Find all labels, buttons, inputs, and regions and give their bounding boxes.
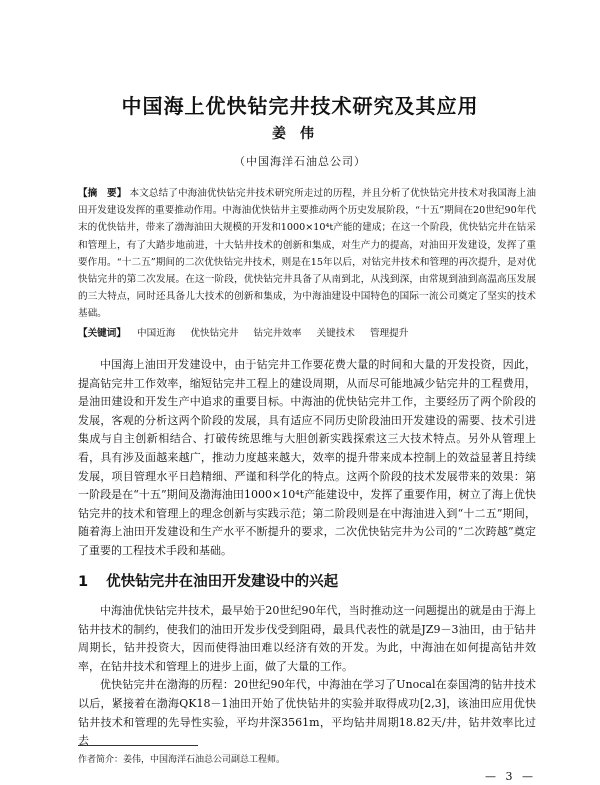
keyword: 关键技术	[316, 328, 355, 339]
body-paragraph: 优快钻完井在渤海的历程：20世纪90年代，中海油在学习了Unocal在泰国湾的钻井技术以后，紧接着在渤海QK18－1油田开始了优快钻井的实验并取得成功[2,3]，该油田应用优快钻井技术和管理的先导性实验，平均井深3561m，平均钻井周期18.82天/井，钻井效率比过去	[78, 678, 536, 748]
abstract-block	[78, 185, 536, 323]
keyword: 中国近海	[137, 328, 176, 339]
paper-author: 姜伟	[272, 126, 328, 142]
abstract-label: 【摘 要】	[78, 188, 127, 199]
keyword: 管理提升	[369, 328, 409, 339]
body-paragraph: 中国海上油田开发建设中，由于钻完井工作要花费大量的时间和大量的开发投资，因此，提高钻完井工作效率，缩短钻完井工程上的建设周期，从而尽可能地减少钻完井的工程费用，是油田建设和开发生产中追求的重要目标。中海油的优快钻完井工作，主要经历了两个阶段的发展，客观的分析这两个阶段的发展，具有适应不同历史阶段油田开发建设的需要、技术引进集成与自主创新相结合、打破传统思维与大胆创新实践探索这三大技术特点。另外从管理上看，具有涉及面越来越广，推动力度越来越大，效率的提升带来成本控制上的效益显著且持续发展，项目管理水平日趋精细、严谨和科学化的特点。这两个阶段的技术发展带来的效果：第一阶段是在“十五”期间及渤海油田1000×10⁴t产能建设中，发挥了重要作用，树立了海上优快钻完井的技术和管理上的理念创新与实践示范；第二阶段则是在中海油进入到“十二五”期间，随着海上油田开发建设和生产水平不断提升的要求，二次优快钻完井为公司的“二次跨越”奠定了重要的工程技术手段和基础。	[78, 358, 536, 557]
keyword: 优快钻完井	[190, 328, 239, 339]
keywords-block	[78, 325, 536, 342]
body-paragraph: 中海油优快钻完井技术，最早始于20世纪90年代，当时推动这一问题提出的就是由于海上钻井技术的制约，使我们的油田开发步伐受到阻碍，最具代表性的就是JZ9－3油田，由于钻井周期长，钻井投资大，因而使得油田难以经济有效的开发。为此，中海油在如何提高钻井效率，在钻井技术和管理上的进步上面，做了大量的工作。	[78, 604, 536, 673]
section-body	[78, 602, 536, 751]
paper-title: 中国海上优快钻完井技术研究及其应用	[121, 94, 479, 118]
section-title: 优快钻完井在油田开发建设中的兴起	[106, 574, 339, 590]
keywords-label: 【关键词】	[78, 328, 126, 339]
section-number: 1	[78, 574, 89, 590]
section-heading	[78, 570, 536, 591]
abstract-text: 本文总结了中海油优快钻完井技术研究所走过的历程，并且分析了优快钻完井技术对我国海上油田开发建设发挥的重要推动作用。中海油优快钻井主要推动两个历史发展阶段，“十五”期间在20世纪90年代末的优快钻井，带来了渤海油田大规模的开发和1000×10⁴t产能的建成；在这一个阶段，优快钻完井在钻采和管理上，有了大踏步地前进，十大钻井技术的创新和集成，对生产力的提高，对油田开发建设，发挥了重要作用。“十二五”期间的二次优快钻完井技术，则是在15年以后，对钻完井技术和管理的再次提升，是对优快钻完井的第二次发展。在这一阶段，优快钻完井具备了从南到北，从浅到深，由常规到油到高温高压发展的三大特点，同时还具备儿大技术的创新和集成，为中海油建设中国特色的国际一流公司奠定了坚实的技术基础。	[78, 188, 536, 320]
page-number: — 3 —	[485, 770, 536, 783]
author-affiliation: （中国海洋石油总公司）	[234, 155, 366, 168]
introduction-body	[78, 356, 536, 561]
keyword: 钻完井效率	[253, 328, 302, 339]
footnote-divider	[78, 745, 198, 746]
author-footnote: 作者简介：姜伟，中国海洋石油总公司副总工程师。	[78, 755, 286, 765]
